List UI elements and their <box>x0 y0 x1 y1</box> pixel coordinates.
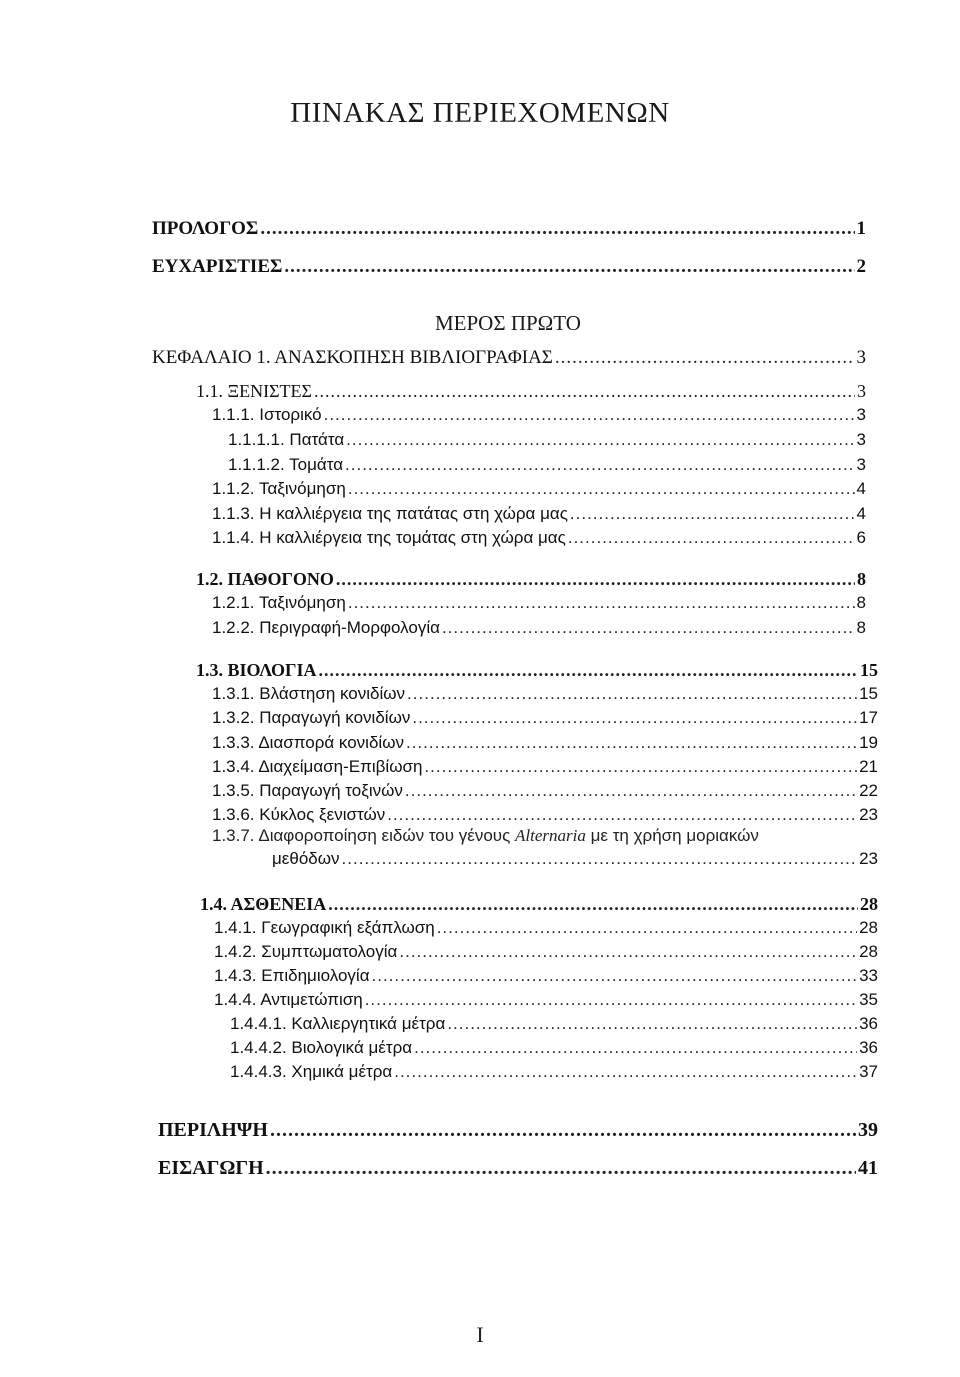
dot-leader <box>424 758 857 775</box>
dot-leader <box>348 594 855 611</box>
dot-leader <box>414 1039 857 1056</box>
toc-page-number: 15 <box>860 660 878 680</box>
toc-page-number: 36 <box>859 1038 878 1057</box>
dot-leader <box>342 850 858 867</box>
toc-page-number: 41 <box>858 1157 878 1179</box>
toc-entry <box>212 806 878 823</box>
dot-leader <box>406 734 857 751</box>
toc-entry <box>214 967 878 984</box>
toc-section-heading <box>196 570 866 588</box>
toc-page-number: 23 <box>859 849 878 868</box>
toc-label: 1.4.3. Επιδημιολογία <box>214 966 370 985</box>
toc-label: 1.2.1. Ταξινόμηση <box>212 593 346 612</box>
dot-leader <box>437 919 857 936</box>
dot-leader <box>260 219 854 238</box>
toc-label: 1.1.1.2. Τομάτα <box>228 455 344 474</box>
toc-entry-number: 1.3.7. <box>212 826 255 845</box>
toc-page-number: 17 <box>859 708 878 727</box>
toc-page-number: 6 <box>856 528 866 547</box>
toc-page-number: 4 <box>856 479 866 498</box>
toc-label: 1.3.6. Κύκλος ξενιστών <box>212 805 386 824</box>
toc-page-number: 8 <box>856 618 866 637</box>
toc-entry-summary <box>158 1120 878 1140</box>
toc-entry <box>212 685 878 702</box>
toc-page-number: 35 <box>859 990 878 1009</box>
toc-entry <box>228 456 866 473</box>
toc-entry <box>212 529 866 546</box>
toc-label: ΕΥΧΑΡΙΣΤΙΕΣ <box>152 256 283 277</box>
toc-entry <box>230 1063 878 1080</box>
dot-leader <box>405 782 857 799</box>
toc-page-number: 3 <box>856 455 866 474</box>
toc-page-number: 3 <box>856 405 866 424</box>
toc-page-number: 28 <box>859 942 878 961</box>
dot-leader <box>442 619 855 636</box>
toc-label: μεθόδων <box>272 849 340 868</box>
toc-entry-introduction <box>158 1158 878 1178</box>
dot-leader <box>365 991 857 1008</box>
toc-page-number: 8 <box>856 593 866 612</box>
toc-entry <box>212 709 878 726</box>
toc-label: 1.1.4. Η καλλιέργεια της τομάτας στη χώρα μας <box>212 528 566 547</box>
dot-leader <box>328 895 858 913</box>
toc-entry <box>212 782 878 799</box>
dot-leader <box>555 348 855 367</box>
toc-entry-prologue <box>152 219 866 238</box>
dot-leader <box>270 1120 856 1140</box>
toc-page-number: 28 <box>860 894 878 914</box>
toc-page-number: 8 <box>857 569 866 589</box>
toc-page-number: 19 <box>859 733 878 752</box>
toc-page-number: 4 <box>856 504 866 523</box>
part-heading: ΜΕΡΟΣ ΠΡΩΤΟ <box>435 311 581 335</box>
dot-leader <box>407 685 857 702</box>
toc-label: 1.3.1. Βλάστηση κονιδίων <box>212 684 406 703</box>
toc-entry-chapter-1 <box>152 348 866 367</box>
toc-page-number: 23 <box>859 805 878 824</box>
dot-leader <box>412 709 857 726</box>
toc-page-number: 33 <box>859 966 878 985</box>
toc-entry <box>212 480 866 497</box>
toc-page-number: 22 <box>859 781 878 800</box>
toc-label: 1.1.1. Ιστορικό <box>212 405 322 424</box>
toc-entry <box>214 943 878 960</box>
toc-entry <box>228 431 866 448</box>
toc-section-heading <box>196 661 878 679</box>
toc-label: 1.4.4. Αντιμετώπιση <box>214 990 363 1009</box>
dot-leader <box>319 661 858 679</box>
toc-entry <box>212 594 866 611</box>
toc-page-number: 15 <box>859 684 878 703</box>
toc-label: ΠΡΟΛΟΓΟΣ <box>152 218 259 239</box>
toc-entry-multiline-first <box>212 826 759 846</box>
toc-page-number: 3 <box>856 430 866 449</box>
dot-leader <box>387 806 857 823</box>
dot-leader <box>346 431 854 448</box>
dot-leader <box>394 1063 857 1080</box>
toc-label: 1.4.4.2. Βιολογικά μέτρα <box>230 1038 413 1057</box>
dot-leader <box>372 967 858 984</box>
dot-leader <box>568 529 855 546</box>
toc-page-number: 36 <box>859 1014 878 1033</box>
dot-leader <box>399 943 857 960</box>
toc-entry-acknowledgements <box>152 257 866 276</box>
toc-label: 1.2. ΠΑΘΟΓΟΝΟ <box>196 569 334 589</box>
toc-entry <box>212 619 866 636</box>
toc-page-number: 2 <box>856 256 866 277</box>
toc-entry <box>214 991 878 1008</box>
toc-label: ΚΕΦΑΛΑΙΟ 1. ΑΝΑΣΚΟΠΗΣΗ ΒΙΒΛΙΟΓΡΑΦΙΑΣ <box>152 347 553 368</box>
toc-label: 1.1.3. Η καλλιέργεια της πατάτας στη χώρα μας <box>212 504 568 523</box>
toc-page-number: 39 <box>858 1119 878 1141</box>
toc-label: 1.1.2. Ταξινόμηση <box>212 479 346 498</box>
dot-leader <box>336 570 855 588</box>
toc-label: 1.3.5. Παραγωγή τοξινών <box>212 781 403 800</box>
page-number: I <box>476 1322 484 1347</box>
toc-label: 1.1.1.1. Πατάτα <box>228 430 345 449</box>
toc-entry-text: με τη χρήση μοριακών <box>590 826 759 845</box>
toc-label: 1.3. ΒΙΟΛΟΓΙΑ <box>196 660 317 680</box>
toc-label: 1.3.2. Παραγωγή κονιδίων <box>212 708 411 727</box>
toc-entry <box>230 1015 878 1032</box>
toc-entry <box>212 406 866 423</box>
dot-leader <box>324 406 855 423</box>
dot-leader <box>447 1015 857 1032</box>
toc-entry <box>212 758 878 775</box>
toc-label: ΕΙΣΑΓΩΓΗ <box>158 1157 264 1179</box>
toc-page-number: 37 <box>859 1062 878 1081</box>
dot-leader <box>314 382 855 400</box>
toc-page-number: 3 <box>856 347 866 368</box>
toc-entry <box>230 1039 878 1056</box>
toc-label: 1.2.2. Περιγραφή-Μορφολογία <box>212 618 440 637</box>
toc-page-number: 28 <box>859 918 878 937</box>
page-title: ΠΙΝΑΚΑΣ ΠΕΡΙΕΧΟΜΕΝΩΝ <box>290 97 670 129</box>
dot-leader <box>266 1158 856 1178</box>
toc-label: 1.3.4. Διαχείμαση-Επιβίωση <box>212 757 423 776</box>
dot-leader <box>284 257 854 276</box>
toc-label: 1.4.2. Συμπτωματολογία <box>214 942 398 961</box>
toc-label: 1.4.4.3. Χημικά μέτρα <box>230 1062 393 1081</box>
toc-label: 1.4.1. Γεωγραφική εξάπλωση <box>214 918 435 937</box>
toc-entry <box>212 734 878 751</box>
toc-entry-text: Διαφοροποίηση ειδών του γένους <box>258 826 511 845</box>
toc-label: 1.4. ΑΣΘΕΝΕΙΑ <box>200 894 327 914</box>
toc-page-number: 1 <box>856 218 866 239</box>
toc-section-heading <box>196 382 866 400</box>
toc-entry-multiline-second <box>272 850 878 867</box>
toc-label: ΠΕΡΙΛΗΨΗ <box>158 1119 268 1141</box>
toc-section-heading <box>200 895 878 913</box>
toc-label: 1.4.4.1. Καλλιεργητικά μέτρα <box>230 1014 446 1033</box>
dot-leader <box>348 480 855 497</box>
toc-page-number: 3 <box>857 381 866 401</box>
toc-label: 1.3.3. Διασπορά κονιδίων <box>212 733 404 752</box>
toc-entry <box>212 505 866 522</box>
toc-label: 1.1. ΞΕΝΙΣΤΕΣ <box>196 381 313 401</box>
dot-leader <box>570 505 855 522</box>
dot-leader <box>345 456 855 473</box>
toc-page-number: 21 <box>859 757 878 776</box>
toc-entry-italic: Alternaria <box>515 826 586 845</box>
toc-entry <box>214 919 878 936</box>
